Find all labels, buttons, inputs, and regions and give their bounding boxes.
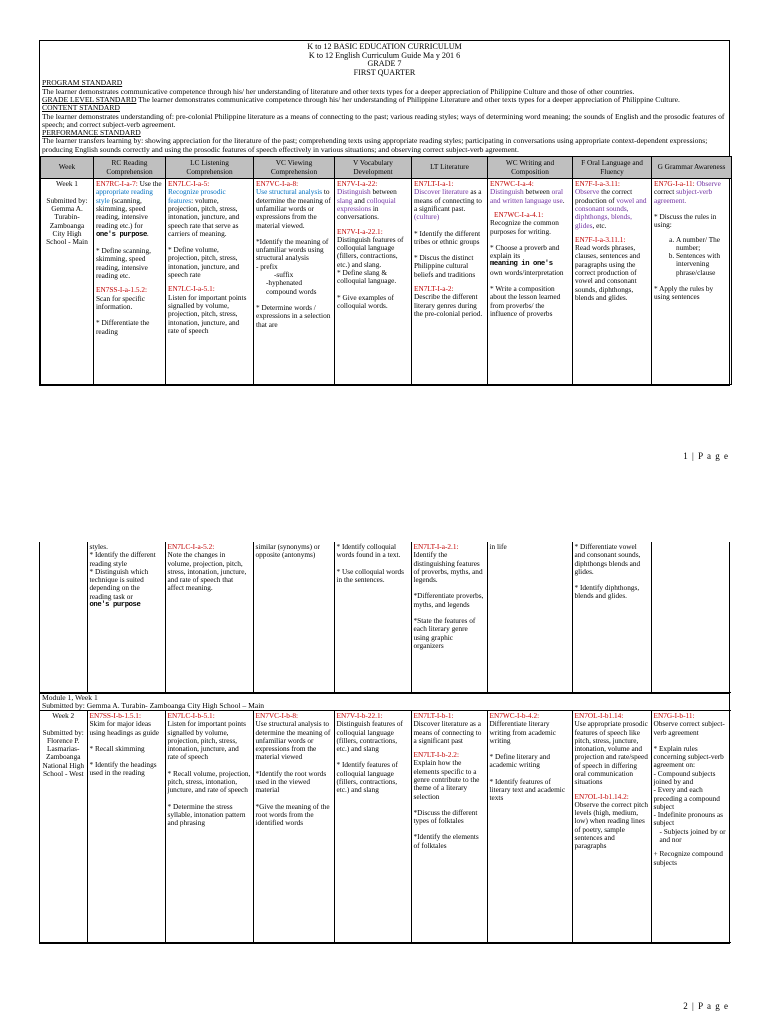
competency-code: EN7V-I-a-22: [337,179,378,189]
cell-text: similar (synonyms) or opposite (antonyms) [255,542,320,560]
highlight-text: Observe [575,187,600,197]
column-header-v: V Vocabulary Development [335,157,412,179]
cell-week [40,710,87,942]
cell-lc [166,179,254,385]
highlight-text: Observe [694,179,721,189]
page-number-1: 1 | P a g e [683,451,729,461]
highlight-text: (culture) [414,212,440,222]
list-item: - Subjects joined by or and nor [659,826,726,845]
cell-wc [487,710,572,942]
content-standard-text: The learner demonstrates understanding of: pre-colonial Philippine literature as a means of connecting to the past; various reading styles; ways of determining word meaning; the sounds of English and the prosodic features of speech; and correct subject-verb agreement. [42,111,725,129]
curriculum-table-page-2-top [40,542,731,693]
cell-lc [165,710,253,942]
page-number-2: 2 | P a g e [683,1001,729,1011]
cell-text: * Recall volume, projection, pitch, stress, intonation, juncture, and rate of speech [167,768,251,795]
cell-text: * Determine words / expressions in a selection that are [256,302,331,329]
cell-text: * Differentiate the reading [96,318,150,336]
cell-f [572,710,651,942]
header-line-3: GRADE 7 [367,59,402,69]
cell-text: : volume, projection, pitch, stress, intonation, juncture, and speech rate that serve as carriers of meaning. [168,195,240,238]
competency-code: EN7LT-I-b-2.2: [413,750,459,760]
cell-text: Skim for major ideas using headings as guide [89,719,160,737]
cell-text: Observe correct subject-verb agreement [653,719,725,737]
competency-code: EN7LC-I-a-5.1: [168,284,215,294]
cell-text: + Recognize compound subjects [653,849,723,867]
cell-text: *Give the meaning of the root words from the identified words [255,801,330,828]
cell-text: * Identify features of literary text and academic texts [489,776,566,803]
competency-code: EN7LC-I-a-5: [168,179,210,189]
highlight-text: oral and written language use [490,187,563,205]
column-header-wc: WC Writing and Composition [488,157,573,179]
cell-text: Distinguish features of colloquial language (fillers, contractions, etc.) and slang. [337,234,404,269]
cell-text: * Define volume, projection, pitch, stress, intonation, juncture, and speech rate [168,245,240,280]
list-item: - Indefinite pronouns as subject [653,810,724,828]
highlight-text: Discover literature [414,187,469,197]
cell-text: , etc. [592,220,607,230]
cell-text: correct [654,187,677,197]
cell-text: *State the features of each literary genre using graphic organizers [413,616,476,650]
cell-week [41,179,94,385]
cell-text: the correct production of [575,187,633,205]
cell-text: and [352,195,367,205]
cell-lt [412,179,488,385]
cell-text: in life [489,542,507,551]
content-standard-heading: CONTENT STANDARD [42,103,120,113]
cell-text: Discover literature as a means of connecting to a significant past [413,719,482,745]
cell-text: * Give examples of colloquial words. [337,292,394,310]
cell-text: * Explain rules concerning subject-verb agreement on: [653,743,724,770]
cell-text: to determine the meaning of unfamiliar words or expressions from the material viewed. [256,187,331,230]
cell-f [573,179,652,385]
competency-code: EN7LC-I-a-5.2: [167,542,215,551]
cell-text: * Write a composition about the lesson learned from proverbs/ the influence of proverbs [490,284,561,318]
highlight-text: colloquial expressions [337,195,396,213]
grade-level-standard [42,96,727,104]
cell-v [334,542,411,692]
cell-text: Observe the correct pitch levels (high, medium, low) when reading lines of poetry, sample sentences and paragraphs [574,799,649,851]
list-item: - Every and each preceding a compound subject [653,785,720,811]
cell-rc: EN7RC-I-a-7: Use the appropriate reading style (scanning, skimming, speed reading, intensive reading etc.) for one's purpose. * Define scanning, skimming, speed reading, intensive reading etc. EN7SS-I-a-1.5.2: Scan for specific information. * Differentiate the reading [94,179,166,385]
table-header-row [41,157,732,179]
cell-text: -suffix [274,270,294,280]
competency-code: EN7SS-I-a-1.5.2: [96,285,148,295]
cell-text: * Recall skimming [89,743,145,753]
standards-section [40,77,729,154]
cell-v [335,179,412,385]
module-submitted-by: Submitted by: Gemma A. Turabin- Zamboanga City High School – Main [42,700,265,710]
column-header-vc: VC Viewing Comprehension [254,157,335,179]
competency-code: EN7G-I-b-11: [653,710,695,720]
cell-text: Identify the distinguishing features of proverbs, myths, and legends. [413,550,483,585]
cell-vc [254,179,335,385]
cell-wc [487,542,572,692]
cell-text: (scanning, skimming, speed reading, intensive reading etc.) for [96,195,148,230]
competency-code: EN7WC-I-a-4.1: [494,209,544,219]
cell-text: . [562,195,565,205]
header-line-1: K to 12 BASIC EDUCATION CURRICULUM [307,42,462,51]
highlight-text: Recognize prosodic features [168,187,226,205]
curriculum-table-page-2-bottom [40,710,731,943]
cell-lt [411,710,487,942]
cell-g [651,710,731,942]
cell-text: * Identify colloquial words found in a text. [336,542,401,560]
competency-code: EN7LT-I-a-2.1: [413,542,459,551]
cell-text: Use appropriate prosodic features of speech like pitch, stress, juncture, intonation, volume and projection and rate/speed of speech in differing oral communication situations [574,719,648,787]
performance-standard-heading: PERFORMANCE STANDARD [42,128,141,138]
cell-text: * Identify the different reading style [89,550,156,568]
cell-text: Listen for important points signalled by volume, projection, pitch, stress, intonation, juncture, and rate of speech [168,292,247,335]
table-row-week-1-continued [40,542,731,692]
competency-code: EN7VC-I-a-8: [256,179,299,189]
cell-text: * Discuss the rules in using: [654,211,717,230]
program-standard-text: The learner demonstrates communicative competence through his/ her understanding of literature and other texts types for a deeper appreciation of Philippine Culture and those of other countries. [42,86,635,96]
cell-text: * Apply the rules by using sentences [654,284,714,302]
competency-code: EN7LT-I-b-1: [413,710,454,720]
competency-code: EN7LT-I-a-1: [414,179,454,189]
curriculum-table-page-1 [40,156,732,385]
cell-text: *Differentiate proverbs, myths, and legends [413,591,484,609]
cell-text: * Define scanning, skimming, speed reading, intensive reading etc. [96,246,151,281]
grade-level-standard-heading: GRADE LEVEL STANDARD [42,94,137,104]
cell-vc [253,542,334,692]
competency-code: EN7V-I-a-22.1: [337,226,383,236]
rules-list [654,236,729,277]
handwritten-text: meaning in one's [490,260,553,269]
cell-rc [87,710,165,942]
cell-text: * Distinguish which technique is suited depending on the reading task or [89,566,149,601]
module-line [40,693,729,710]
handwritten-text: one's purpose [89,601,141,610]
cell-text: Distinguish features of colloquial language (fillers, contractions, etc.) and slang [336,719,403,754]
header-line-2: K to 12 English Curriculum Guide Ma y 201 6 [308,50,461,60]
cell-rc [87,542,165,692]
cell-text: * Identify features of colloquial language (fillers, contractions, etc.) and slang [336,760,398,795]
competency-code: EN7V-I-b-22.1: [336,710,383,720]
competency-code: EN7WC-I-b-4.2: [489,710,540,720]
cell-text: Read words phrases, clauses, sentences and paragraphs using the correct production of vowel and consonant sounds, diphthongs, blends and glides. [575,243,641,302]
program-standard-heading: PROGRAM STANDARD [42,78,123,88]
handwritten-text: one's purpose [96,230,147,239]
column-header-lt: LT Literature [412,157,488,179]
cell-vc [253,710,334,942]
cell-text: *Discuss the different types of folktales [413,807,478,826]
cell-text: * Define slang & colloquial language. [337,268,397,286]
cell-v [334,710,411,942]
submitted-by: Submitted by: Florence P. Lasmarias-Zamboanga National High School - West [42,727,85,778]
highlight-text: appropriate reading style [96,187,153,205]
cell-week [40,542,87,692]
competency-code: EN7F-I-a-3.11.1: [575,234,626,244]
cell-text: * Choose a proverb and explain its [490,242,560,261]
cell-text: * Determine the stress syllable, intonation pattern and phrasing [167,801,246,828]
cell-text: in conversations. [337,203,379,222]
cell-text: Use the [139,179,162,189]
competency-code: EN7OL-I-b1.14.2: [574,791,629,801]
performance-standard-text: The learner transfers learning by: showing appreciation for the literature of the past; comprehending texts using appropriate reading styles; participating in conversations using appropriate context-dependent expressions; producing English sounds correctly and using the prosodic features of speech effectively in various situations; and observing correct subject-verb agreement. [42,136,708,154]
competency-code: EN7F-I-a-3.11: [575,179,620,189]
cell-text: Explain how the elements specific to a genre contribute to the theme of a literary selection [413,758,480,801]
cell-text: * Use colloquial words in the sentences. [336,566,404,584]
cell-f [572,542,651,692]
cell-lc [165,542,253,692]
list-item: b. Sentences with intervening phrase/clause [676,252,729,277]
table-row-week-1 [41,179,732,385]
cell-text: - prefix [256,261,278,271]
highlight-text: slang [337,195,353,205]
cell-text: * Define literary and academic writing [489,752,551,770]
cell-text: * Identify the headings used in the reading [89,760,157,778]
cell-text: -hyphenated compound words [266,278,317,296]
highlight-text: subject-verb agreement. [654,187,713,205]
cell-text: *Identify the elements of folktales [413,832,479,850]
column-header-week: Week [41,157,94,179]
highlight-text: Use structural analysis [256,187,323,197]
cell-text: Note the changes in volume, projection, pitch, stress, intonation, juncture, and rate of speech that affect meaning. [167,550,247,593]
cell-g [651,542,731,692]
cell-text: Differentiate literary writing from academic writing [489,719,556,745]
competency-code: EN7RC-I-a-7: [96,179,138,189]
competency-code: EN7OL-I-b1.14: [574,710,624,720]
cell-text: *Identify the root words used in the viewed material [255,768,327,795]
module-title: Module 1, Week 1 [42,692,98,702]
column-header-g: G Grammar Awareness [652,157,732,179]
page-2 [39,542,730,944]
competency-code: EN7LC-I-b-5.1: [167,710,215,720]
submitted-by: Submitted by: Gemma A. Turabin-Zamboanga City High School - Main [46,195,88,247]
cell-text: Listen for important points signalled by volume, projection, pitch, stress, intonation, juncture, and rate of speech [167,719,246,762]
cell-lt [411,542,487,692]
cell-text: own words/interpretation [490,267,564,277]
cell-text: Use structural analysis to determine the meaning of unfamiliar words or expressions from the material viewed [255,719,331,762]
cell-text: Recognize the common purposes for writing. [490,218,559,236]
cell-text: Scan for specific information. [96,293,146,311]
cell-text: as a means of connecting to a significant past. [414,187,482,213]
cell-text: styles. [89,542,108,551]
column-header-lc: LC Listening Comprehension [166,157,254,179]
cell-text: * Discus the distinct Philippine cultural beliefs and traditions [414,253,476,279]
cell-wc [488,179,573,385]
competency-code: EN7SS-I-b-1.5.1: [89,710,141,720]
column-header-f: F Oral Language and Fluency [573,157,652,179]
cell-text: * Differentiate vowel and consonant sounds, diphthongs blends and glides. [574,542,641,576]
highlight-text: vowel and consonant sounds, diphthongs, blends, glides [575,195,647,230]
header-line-4: FIRST QUARTER [353,67,416,77]
competency-code: EN7G-I-a-11: [654,179,695,189]
cell-g [652,179,732,385]
competency-code: EN7LT-I-a-2: [414,284,454,294]
cell-text: between [523,187,552,197]
cell-text: *Identify the meaning of unfamiliar words using structural analysis [256,236,329,263]
week-label: Week 1 [56,179,78,189]
column-header-rc: RC Reading Comprehension [94,157,166,179]
competency-code: EN7VC-I-b-8: [255,710,299,720]
highlight-text: Distinguish [337,187,371,197]
competency-code: EN7WC-I-a-4: [490,179,534,189]
list-item: a. A number/ The number; [676,236,729,253]
cell-text: * Identify diphthongs, blends and glides. [574,583,640,601]
page-1 [39,40,730,386]
highlight-text: Distinguish [490,187,524,197]
cell-text: between [370,187,397,197]
list-item: - Compound subjects joined by and [653,768,716,786]
cell-text: * Identify the different tribes or ethnic groups [414,228,481,246]
week-label: Week 2 [52,710,75,720]
cell-text: Describe the different literary genres during the pre-colonial period. [414,292,483,318]
table-row-week-2 [40,710,731,942]
grade-level-standard-text: The learner demonstrates communicative competence through his/ her understanding of Philippine Literature and other texts types for a deeper appreciation of Philippine Culture. [136,94,680,104]
document-header [40,41,729,77]
